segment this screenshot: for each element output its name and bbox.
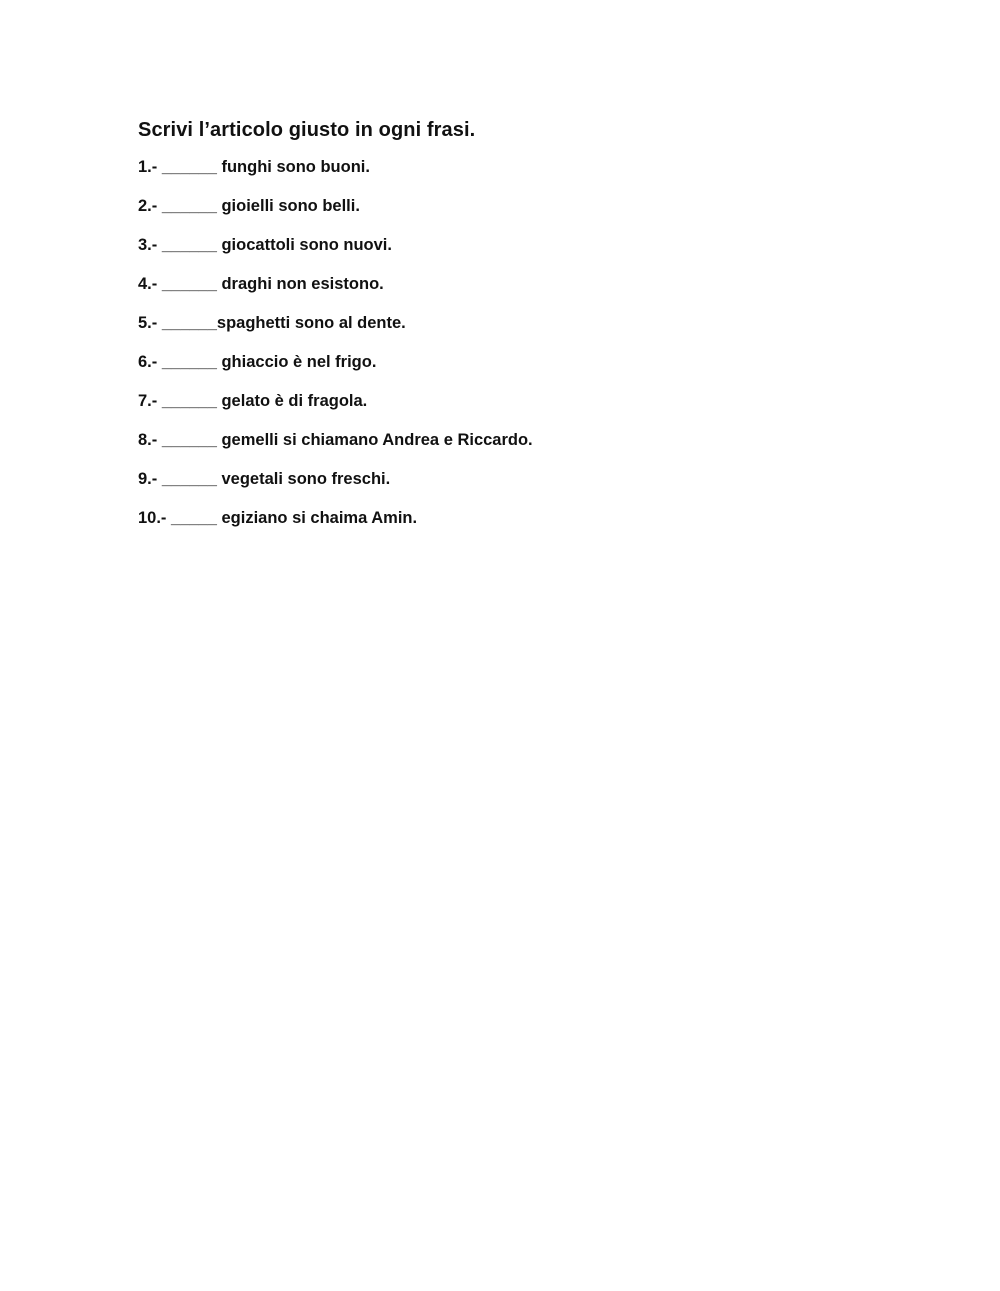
exercise-item-1: 1.- ______ funghi sono buoni.: [138, 158, 370, 176]
exercise-item-7: 7.- ______ gelato è di fragola.: [138, 392, 368, 410]
exercise-item-6: 6.- ______ ghiaccio è nel frigo.: [138, 353, 377, 371]
exercise-list: [138, 157, 898, 547]
exercise-item-10: 10.- _____ egiziano si chaima Amin.: [138, 509, 418, 527]
exercise-item-8: 8.- ______ gemelli si chiamano Andrea e Riccardo.: [138, 431, 533, 449]
exercise-item-3: 3.- ______ giocattoli sono nuovi.: [138, 236, 392, 254]
worksheet-content: [138, 117, 898, 547]
exercise-item-9: 9.- ______ vegetali sono freschi.: [138, 470, 391, 488]
exercise-item-4: 4.- ______ draghi non esistono.: [138, 275, 384, 293]
worksheet-title: Scrivi l’articolo giusto in ogni frasi.: [138, 119, 476, 141]
exercise-item-5: 5.- ______spaghetti sono al dente.: [138, 314, 406, 332]
exercise-item-2: 2.- ______ gioielli sono belli.: [138, 197, 360, 215]
